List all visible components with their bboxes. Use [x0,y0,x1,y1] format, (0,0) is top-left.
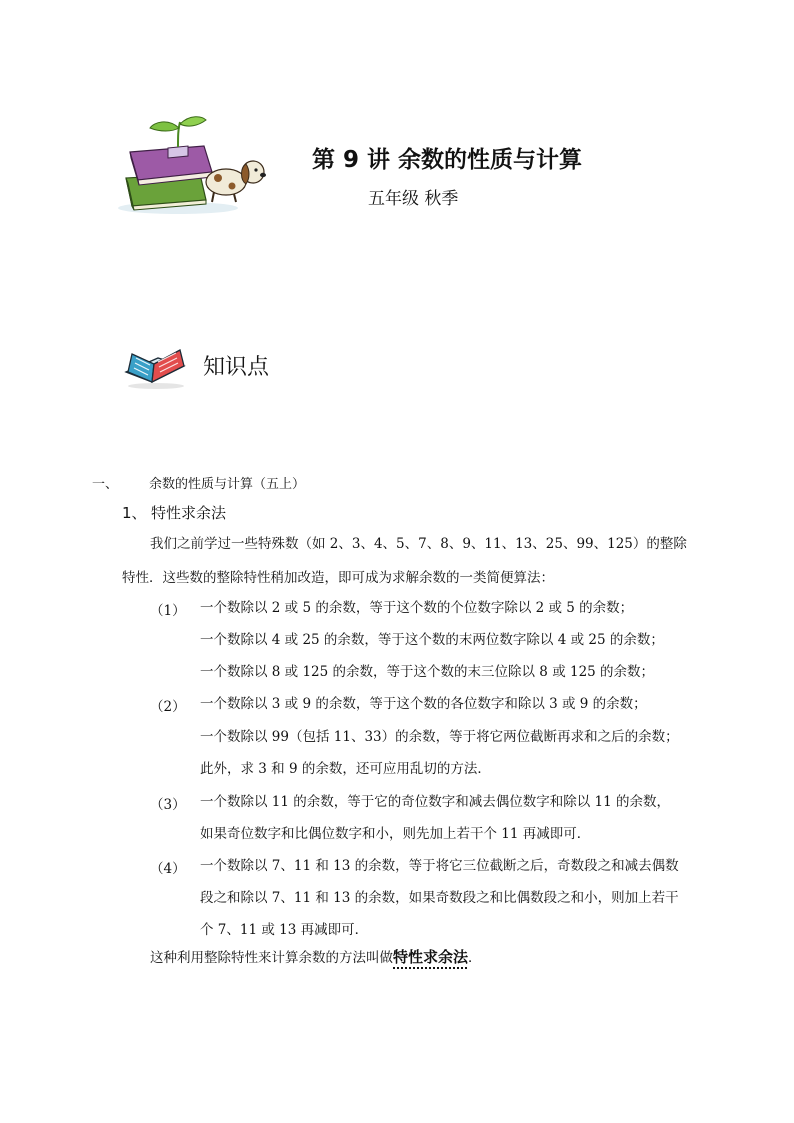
item-marker: （2） [150,699,186,715]
rule-line: 如果奇位数字和比偶位数字和小，则先加上若干个 11 再减即可． [200,826,591,842]
rule-line: 此外，求 3 和 9 的余数，还可应用乱切的方法． [200,761,491,777]
closing-sentence [150,948,482,967]
rule-line: 一个数除以 7、11 和 13 的余数，等于将它三位截断之后，奇数段之和减去偶数 [200,858,679,874]
intro-line: 特性．这些数的整除特性稍加改造，即可成为求解余数的一类简便算法： [122,570,554,586]
item-marker: （1） [150,603,186,619]
rule-line: 一个数除以 11 的余数，等于它的奇位数字和减去偶位数字和除以 11 的余数， [200,794,671,810]
subsection-title: 特性求余法 [151,504,227,522]
rule-line: 一个数除以 8 或 125 的余数，等于这个数的末三位除以 8 或 125 的余数； [200,664,655,680]
rule-line: 个 7、11 或 13 再减即可． [200,922,369,938]
lesson-subtitle: 五年级 秋季 [368,189,459,209]
intro-line: 我们之前学过一些特殊数（如 2、3、4、5、7、8、9、11、13、25、99、125）的整除 [150,536,687,552]
open-book-icon [122,342,188,390]
rule-line: 一个数除以 3 或 9 的余数，等于这个数的各位数字和除以 3 或 9 的余数； [200,696,647,712]
knowledge-point-label: 知识点 [203,355,270,380]
rule-line: 一个数除以 99（包括 11、33）的余数，等于将它两位截断再求和之后的余数； [200,729,679,745]
lesson-title: 第 9 讲 余数的性质与计算 [312,147,583,173]
closing-suffix: ． [468,950,482,966]
section-title: 余数的性质与计算（五上） [149,477,306,492]
rule-line: 段之和除以 7、11 和 13 的余数，如果奇数段之和比偶数段之和小，则加上若干 [200,890,679,906]
method-name-emphasis: 特性求余法 [393,948,469,966]
item-marker: （3） [150,797,186,813]
books-dog-illustration [108,112,268,216]
subsection-number: 1、 [122,504,147,522]
section-number: 一、 [92,477,119,492]
item-marker: （4） [150,861,186,877]
rule-line: 一个数除以 2 或 5 的余数，等于这个数的个位数字除以 2 或 5 的余数； [200,600,634,616]
closing-prefix: 这种利用整除特性来计算余数的方法叫做 [150,950,393,966]
rule-line: 一个数除以 4 或 25 的余数，等于这个数的末两位数字除以 4 或 25 的余数； [200,632,664,648]
